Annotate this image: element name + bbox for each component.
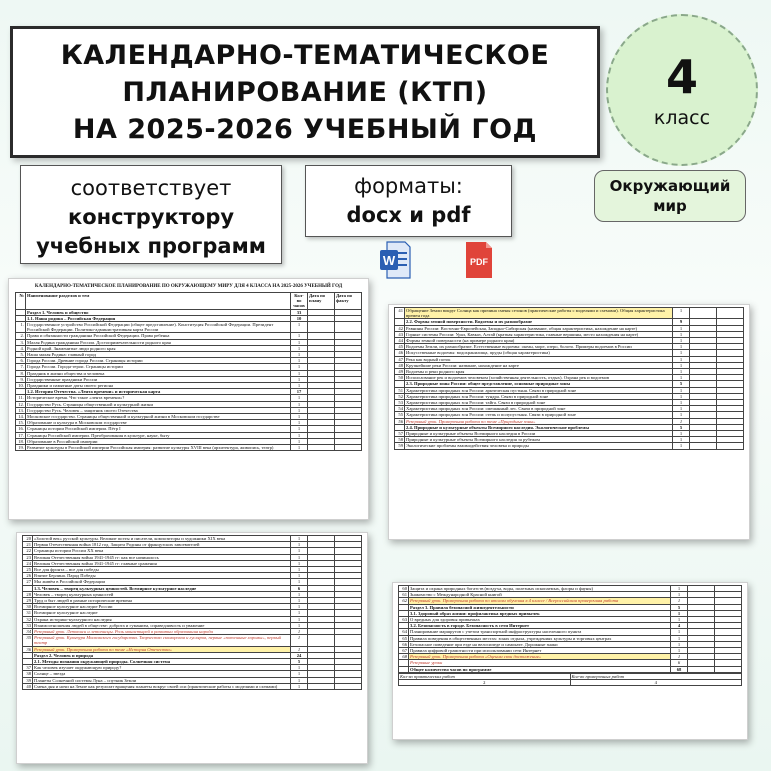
column-header: Дата по факту	[335, 293, 362, 310]
row-hours: 1	[671, 648, 688, 654]
row-number: 5.	[16, 352, 26, 358]
row-topic: Характеристика природных зон России: арктическая пустыня. Связи в природной зоне	[405, 387, 673, 393]
subject-badge	[594, 170, 746, 222]
row-topic: Взятие Берлина. Парад Победы	[33, 573, 291, 579]
row-date-plan	[688, 666, 715, 672]
doc-preview-3	[16, 532, 368, 764]
row-number: 8.	[16, 370, 26, 376]
row-hours: 1	[291, 591, 308, 597]
row-date-plan	[308, 445, 335, 451]
row-hours: 1	[291, 573, 308, 579]
row-number: 65	[399, 635, 409, 641]
row-date-plan	[690, 443, 717, 449]
row-topic: Общее количество часов по программе	[409, 666, 671, 672]
doc3-table	[22, 535, 362, 690]
row-number: 6.	[16, 358, 26, 364]
row-hours: 1	[291, 401, 308, 407]
row-hours: 1	[291, 322, 308, 333]
row-topic: О вредных для здоровья привычках	[409, 617, 671, 623]
row-number: 31	[23, 610, 33, 616]
row-hours: 1	[671, 654, 688, 660]
doc1-table	[15, 292, 362, 451]
row-hours: 1	[671, 610, 688, 616]
row-number: 41	[395, 308, 405, 319]
row-hours: 1	[671, 635, 688, 641]
row-number: 22	[23, 548, 33, 554]
row-number: 30	[23, 604, 33, 610]
table-row	[23, 635, 362, 646]
row-topic: 1.1. Наша родина – Российская Федерация	[26, 315, 291, 321]
constructor-line-3: учебных программ	[36, 234, 266, 258]
row-topic: 2.3. Природные зоны России: общее представление, основные природные зоны	[405, 381, 673, 387]
row-topic: Природные и культурные объекты Всемирного наследия за рубежом	[405, 437, 673, 443]
row-topic: Государство Русь. Страницы общественной и культурной жизни	[26, 401, 291, 407]
row-hours: 1	[671, 598, 688, 604]
row-topic: Охрана историко-культурного наследия	[33, 616, 291, 622]
row-number: 3.	[16, 339, 26, 345]
row-number: 19.	[16, 445, 26, 451]
row-topic: 2.4. Природные и культурные объекты Всемирного наследия. Экологические проблемы	[405, 424, 673, 430]
row-number: 36	[23, 646, 33, 652]
row-number	[399, 666, 409, 672]
row-hours: 1	[291, 542, 308, 548]
row-topic: Праздники и памятные даты своего региона	[26, 383, 291, 389]
row-topic: Равнины России: Восточно-Европейская, Западно-Сибирская (название, общая характеристика, нахождение на карте)	[405, 325, 673, 331]
row-topic: Характеристика природных зон России: смешанный лес. Связи в природной зоне	[405, 406, 673, 412]
row-number: 9.	[16, 376, 26, 382]
row-hours: 6	[291, 585, 308, 591]
row-hours: 33	[291, 309, 308, 315]
row-date-fact	[335, 445, 362, 451]
row-number: 64	[399, 629, 409, 635]
row-hours: 10	[291, 315, 308, 321]
row-topic: Города России. Города-герои. Страницы истории	[26, 364, 291, 370]
row-number: 46	[395, 350, 405, 356]
row-number: 68	[399, 654, 409, 660]
row-date-fact	[717, 443, 744, 449]
row-number: 56	[395, 418, 405, 424]
row-number: 14.	[16, 414, 26, 420]
row-number: 48	[395, 362, 405, 368]
row-hours: 5	[673, 381, 690, 387]
row-date-fact	[335, 322, 362, 333]
row-hours: 1	[673, 350, 690, 356]
row-topic: Права и обязанности гражданина Российской Федерации. Права ребенка	[26, 333, 291, 339]
row-hours: 5	[291, 659, 308, 665]
row-topic: Формы земной поверхности (на примере родного края)	[405, 338, 673, 344]
row-number: 15.	[16, 420, 26, 426]
row-topic: Экологические проблемы взаимодействия человека и природы	[405, 443, 673, 449]
column-header: Дата по плану	[308, 293, 335, 310]
row-number: 27	[23, 579, 33, 585]
row-topic: Правила поведения в общественных местах: зонах отдыха, учреждениях культуры и торговых центрах	[409, 635, 671, 641]
title-line-3: НА 2025-2026 УЧЕБНЫЙ ГОД	[72, 113, 538, 145]
pdf-file-icon	[462, 240, 496, 280]
row-topic: Государство Русь. Человек – защитник своего Отечества	[26, 407, 291, 413]
row-number: 35	[23, 635, 33, 646]
row-hours: 9	[673, 319, 690, 325]
row-hours: 1	[673, 338, 690, 344]
table-row	[399, 666, 742, 672]
row-number: 11.	[16, 395, 26, 401]
row-hours: 1	[291, 445, 308, 451]
row-hours: 1	[673, 387, 690, 393]
row-number: 42	[395, 325, 405, 331]
row-number: 39	[23, 677, 33, 683]
doc1-heading: КАЛЕНДАРНО-ТЕМАТИЧЕСКОЕ ПЛАНИРОВАНИЕ ПО ОКРУЖАЮЩЕМУ МИРУ ДЛЯ 4 КЛАССА НА 2025-2026 УЧЕБНЫЙ ГОД	[34, 284, 343, 289]
row-number: 25	[23, 567, 33, 573]
row-number: 28	[23, 591, 33, 597]
row-topic: Московское государство. Страницы общественной и культурной жизни в Московском государстве	[26, 414, 291, 420]
row-topic: Смена дня и ночи на Земле как результат вращения планеты вокруг своей оси (практические работы с моделями и схемами)	[33, 683, 291, 689]
row-hours: 68	[671, 666, 688, 672]
row-hours: 1	[673, 400, 690, 406]
row-number: 2.	[16, 333, 26, 339]
table-header-row	[16, 293, 362, 310]
column-header: Кол-во часов	[291, 293, 308, 310]
table-row	[16, 322, 362, 333]
row-hours: 1	[291, 610, 308, 616]
row-date-fact	[717, 308, 744, 319]
row-number: 38	[23, 671, 33, 677]
row-topic: Защита и охрана природных богатств (воздуха, воды, полезных ископаемых, флоры и фауны)	[409, 586, 671, 592]
row-topic: Первая Отечественная война 1812 год. Защита Родины от французских завоевателей	[33, 542, 291, 548]
row-topic: Развитие культуры в Российской империи Российская империя: развитие культуры XVIII века (архитектура, живопись, театр)	[26, 445, 291, 451]
row-hours: 1	[291, 536, 308, 542]
doc2-table	[394, 307, 744, 450]
row-hours: 1	[673, 418, 690, 424]
row-hours: 1	[291, 579, 308, 585]
row-topic: 2.1. Методы познания окружающей природы. Солнечная система	[33, 659, 291, 665]
row-hours: 1	[673, 431, 690, 437]
row-number: 45	[395, 344, 405, 350]
row-number: 60	[399, 586, 409, 592]
row-topic: Характеристика природных зон России: тайга. Связи в природной зоне	[405, 400, 673, 406]
pdf-icon-label: PDF	[470, 257, 488, 267]
row-hours: 1	[291, 554, 308, 560]
row-number: 55	[395, 412, 405, 418]
row-hours: 1	[673, 308, 690, 319]
row-topic: Раздел 1. Человек и общество	[26, 309, 291, 315]
row-topic: Водоемы Земли, их разнообразие. Естественные водоемы: океан, море, озеро, болото. Примеры водоемов в России	[405, 344, 673, 350]
row-number: 16.	[16, 426, 26, 432]
row-topic: Резервный урок. Проверочная работа по итогам обучения в 4 классе / Всероссийская проверочная работа	[409, 598, 671, 604]
row-hours: 1	[673, 406, 690, 412]
row-hours: 1	[671, 641, 688, 647]
formats-badge	[305, 165, 512, 237]
row-hours: 1	[291, 383, 308, 389]
row-hours: 1	[291, 339, 308, 345]
row-number: 67	[399, 648, 409, 654]
row-hours: 5	[673, 424, 690, 430]
row-hours: 1	[291, 671, 308, 677]
row-topic: Планеты Солнечной системы Луна – спутник Земли	[33, 677, 291, 683]
row-number: 33	[23, 622, 33, 628]
row-hours: 1	[673, 369, 690, 375]
row-number: 61	[399, 592, 409, 598]
row-topic: 1.2. История Отечества. «Лента времени» и историческая карта	[26, 389, 291, 395]
row-date-plan	[308, 322, 335, 333]
row-date-plan	[308, 635, 335, 646]
constructor-line-2: конструктору	[67, 205, 235, 229]
row-number: 17.	[16, 432, 26, 438]
column-header: №	[16, 293, 26, 310]
row-number: 26	[23, 573, 33, 579]
row-topic: Мы живём в Российской Федерации	[33, 579, 291, 585]
row-date-plan	[308, 683, 335, 689]
row-topic: Великая Отечественная война 1941-1945 гг: как все начиналось	[33, 554, 291, 560]
row-topic: Крупнейшие реки России: название, нахождение на карте	[405, 362, 673, 368]
row-hours: 1	[291, 432, 308, 438]
row-topic: 2.2. Формы земной поверхности. Водоемы и их разнообразие	[405, 319, 673, 325]
doc4-table	[398, 585, 742, 673]
row-topic: Планирование маршрутов с учетом транспортной инфраструктуры населенного пункта	[409, 629, 671, 635]
row-date-fact	[335, 635, 362, 646]
row-topic: Правила цифровой грамотности при использовании сети Интернет	[409, 648, 671, 654]
word-file-icon	[378, 240, 412, 280]
row-hours: 1	[673, 356, 690, 362]
row-topic: Взаимоотношения людей в обществе: доброта и гуманизм, справедливость и уважение	[33, 622, 291, 628]
row-number: 13.	[16, 407, 26, 413]
row-topic: Труд и быт людей в разные исторические времена	[33, 598, 291, 604]
row-topic: Резервные уроки	[409, 660, 671, 666]
row-number: 7.	[16, 364, 26, 370]
row-hours: 1	[671, 629, 688, 635]
row-topic: «Золотой век» русской культуры. Великие поэты и писатели, композиторы и художники XIX века	[33, 536, 291, 542]
row-topic: Водоемы и реки родного края	[405, 369, 673, 375]
row-number: 47	[395, 356, 405, 362]
row-number: 63	[399, 617, 409, 623]
row-number: 24	[23, 560, 33, 566]
row-hours: 1	[291, 683, 308, 689]
row-topic: Праздник в жизни общества и человека	[26, 370, 291, 376]
row-number: 43	[395, 331, 405, 337]
row-hours: 1	[671, 592, 688, 598]
row-topic: Родной край. Знаменитые люди родного края	[26, 345, 291, 351]
row-topic: Солнце – звезда	[33, 671, 291, 677]
row-topic: Великая Отечественная война 1941-1945 гг: главные сражения	[33, 560, 291, 566]
footer-label: Кол-во практических работ	[399, 673, 571, 679]
row-number: 4.	[16, 345, 26, 351]
row-number: 49	[395, 369, 405, 375]
row-hours: 1	[291, 364, 308, 370]
row-hours: 17	[291, 389, 308, 395]
row-topic: Образование в Российской империи	[26, 438, 291, 444]
row-hours: 1	[291, 438, 308, 444]
row-number: 20	[23, 536, 33, 542]
row-hours: 1	[291, 395, 308, 401]
title-line-1: КАЛЕНДАРНО-ТЕМАТИЧЕСКОЕ	[60, 39, 550, 71]
constructor-badge	[20, 165, 282, 264]
row-number: 10.	[16, 383, 26, 389]
subject-line-1: Окружающий	[609, 177, 731, 195]
row-number: 66	[399, 641, 409, 647]
row-hours: 1	[291, 345, 308, 351]
row-number: 40	[23, 683, 33, 689]
row-hours: 1	[291, 414, 308, 420]
row-topic: Всемирное культурное наследие России	[33, 604, 291, 610]
grade-badge	[606, 14, 758, 166]
column-header: Наименование разделов и тем	[26, 293, 291, 310]
row-number: 12.	[16, 401, 26, 407]
row-topic: Резервный урок. Летописи и летописцы. Роль монастырей в развитии образования народа	[33, 629, 291, 635]
row-hours: 1	[291, 407, 308, 413]
row-date-fact	[715, 666, 742, 672]
row-number: 23	[23, 554, 33, 560]
row-topic: Человек – творец культурных ценностей	[33, 591, 291, 597]
row-hours: 1	[291, 629, 308, 635]
row-hours: 1	[671, 586, 688, 592]
row-topic: Резервный урок. Проверочная работа по теме «История Отечества»	[33, 646, 291, 652]
row-number: 18.	[16, 438, 26, 444]
row-topic: Всемирное культурное наследие	[33, 610, 291, 616]
table-row	[23, 683, 362, 689]
doc4-footer-table	[398, 673, 742, 686]
row-number: 32	[23, 616, 33, 622]
row-hours: 1	[673, 362, 690, 368]
row-topic: Знакомство с Международной Красной книгой	[409, 592, 671, 598]
row-hours: 1	[291, 616, 308, 622]
row-topic: 3.2. Безопасность в городе. Безопасность в сети Интернет	[409, 623, 671, 629]
row-number: 21	[23, 542, 33, 548]
row-topic: Города России. Древние города России. Страницы истории	[26, 358, 291, 364]
row-topic: Природные и культурные объекты Всемирного наследия в России	[405, 431, 673, 437]
row-topic: Резервный урок. Культура Московского государства. Творчество скоморохов и гусляров, первые «потешные хоромы», первый театр	[33, 635, 291, 646]
row-number: 50	[395, 375, 405, 381]
formats-line-1: форматы:	[354, 174, 463, 198]
row-topic: Безопасное поведение при езде на велосипеде и самокате. Дорожные знаки	[409, 641, 671, 647]
row-hours: 1	[291, 622, 308, 628]
row-number: 58	[395, 437, 405, 443]
constructor-line-1: соответствует	[70, 176, 232, 200]
row-topic: Все для фронта – все для победы	[33, 567, 291, 573]
row-number: 1.	[16, 322, 26, 333]
row-topic: Характеристика природных зон России: тундра. Связи в природной зоне	[405, 393, 673, 399]
row-hours: 24	[291, 652, 308, 658]
row-topic: Раздел 2. Человек и природа	[33, 652, 291, 658]
title-box	[10, 26, 600, 158]
row-number: 52	[395, 393, 405, 399]
subject-line-2: мир	[653, 197, 687, 215]
row-topic: Образование и культура в Московском государстве	[26, 420, 291, 426]
table-row	[395, 308, 744, 319]
row-hours: 1	[291, 677, 308, 683]
row-topic: Государственное устройство Российской Федерации (общее представление). Конституция Российской Федерации. Президент Российской Федерации. Политико-административная карта России	[26, 322, 291, 333]
row-hours: 1	[673, 412, 690, 418]
row-hours: 1	[291, 333, 308, 339]
row-hours: 1	[673, 344, 690, 350]
row-hours: 1	[291, 426, 308, 432]
row-topic: Резервный урок. Проверочная работа по теме «Природные зоны»	[405, 418, 673, 424]
row-hours: 1	[291, 376, 308, 382]
footer-label: Кол-во проверочных работ	[570, 673, 742, 679]
row-hours: 5	[671, 604, 688, 610]
row-date-plan	[690, 308, 717, 319]
row-hours: 4	[671, 623, 688, 629]
row-topic: Историческое время. Что такое «лента времени»?	[26, 395, 291, 401]
row-topic: Характеристика природных зон России: степь и полупустыня. Связи в природной зоне	[405, 412, 673, 418]
grade-number: 4	[665, 50, 698, 104]
row-topic: Использование рек и водоемов человеком (хозяйственная деятельность, отдых). Охрана рек и водоемов	[405, 375, 673, 381]
row-hours: 1	[291, 646, 308, 652]
row-topic: Страницы истории России XX века	[33, 548, 291, 554]
row-hours: 1	[673, 443, 690, 449]
row-hours: 1	[673, 375, 690, 381]
row-hours: 1	[291, 352, 308, 358]
row-hours: 1	[291, 548, 308, 554]
row-hours: 1	[291, 604, 308, 610]
word-icon-letter: W	[382, 253, 396, 268]
row-topic: Страницы Российской империи. Преобразования в культуре, науке, быту	[26, 432, 291, 438]
row-hours: 1	[291, 420, 308, 426]
doc-preview-4	[392, 582, 748, 740]
footer-values-row	[399, 680, 742, 686]
row-number: 53	[395, 400, 405, 406]
row-topic: 3.1. Здоровый образ жизни: профилактика вредных привычек	[409, 610, 671, 616]
title-line-2: ПЛАНИРОВАНИЕ (КТП)	[122, 76, 488, 108]
row-number: 51	[395, 387, 405, 393]
row-hours: 1	[291, 370, 308, 376]
row-topic: Резервный урок. Проверочная работа «Оценим свои достижения»	[409, 654, 671, 660]
row-number: 44	[395, 338, 405, 344]
row-hours: 1	[291, 635, 308, 646]
row-topic: Река как водный поток	[405, 356, 673, 362]
row-number: 54	[395, 406, 405, 412]
row-number: 59	[395, 443, 405, 449]
row-number: 62	[399, 598, 409, 604]
row-topic: Малая Родина гражданина России. Достопримечательности родного края	[26, 339, 291, 345]
row-hours: 1	[673, 325, 690, 331]
row-hours: 1	[671, 617, 688, 623]
row-date-fact	[335, 683, 362, 689]
row-number: 57	[395, 431, 405, 437]
footer-value: 2	[399, 680, 571, 686]
row-hours: 1	[673, 437, 690, 443]
row-number: 29	[23, 598, 33, 604]
row-hours: 1	[291, 560, 308, 566]
row-hours: 1	[291, 665, 308, 671]
row-topic: Искусственные водоемы: водохранилища, пруды (общая характеристика)	[405, 350, 673, 356]
doc-preview-2	[388, 304, 750, 540]
row-hours: 1	[291, 358, 308, 364]
row-hours: 1	[673, 393, 690, 399]
row-hours: 1	[291, 598, 308, 604]
doc-preview-1	[8, 278, 369, 520]
row-hours: 6	[671, 660, 688, 666]
row-number: 34	[23, 629, 33, 635]
row-topic: Раздел 3. Правила безопасной жизнедеятельности	[409, 604, 671, 610]
row-number: 37	[23, 665, 33, 671]
table-row	[16, 445, 362, 451]
row-topic: Горные системы России: Урал, Кавказ, Алтай (краткая характеристика, главные вершины, место нахождения на карте)	[405, 331, 673, 337]
row-hours: 1	[673, 331, 690, 337]
table-row	[395, 443, 744, 449]
row-topic: Наша малая Родина: главный город	[26, 352, 291, 358]
row-hours: 1	[291, 567, 308, 573]
row-topic: Как человек изучает окружающую природу?	[33, 665, 291, 671]
formats-line-2: docx и pdf	[346, 203, 471, 227]
grade-label: класс	[653, 107, 711, 129]
row-topic: 1.3. Человек – творец культурных ценностей. Всемирное культурное наследие	[33, 585, 291, 591]
row-topic: Государственные праздники России	[26, 376, 291, 382]
row-topic: Страницы истории Российской империи. Пётр I	[26, 426, 291, 432]
row-topic: Обращение Земли вокруг Солнца как причина смены сезонов (практические работы с моделями и схемами). Общая характеристика времен года	[405, 308, 673, 319]
footer-value: 4	[570, 680, 742, 686]
